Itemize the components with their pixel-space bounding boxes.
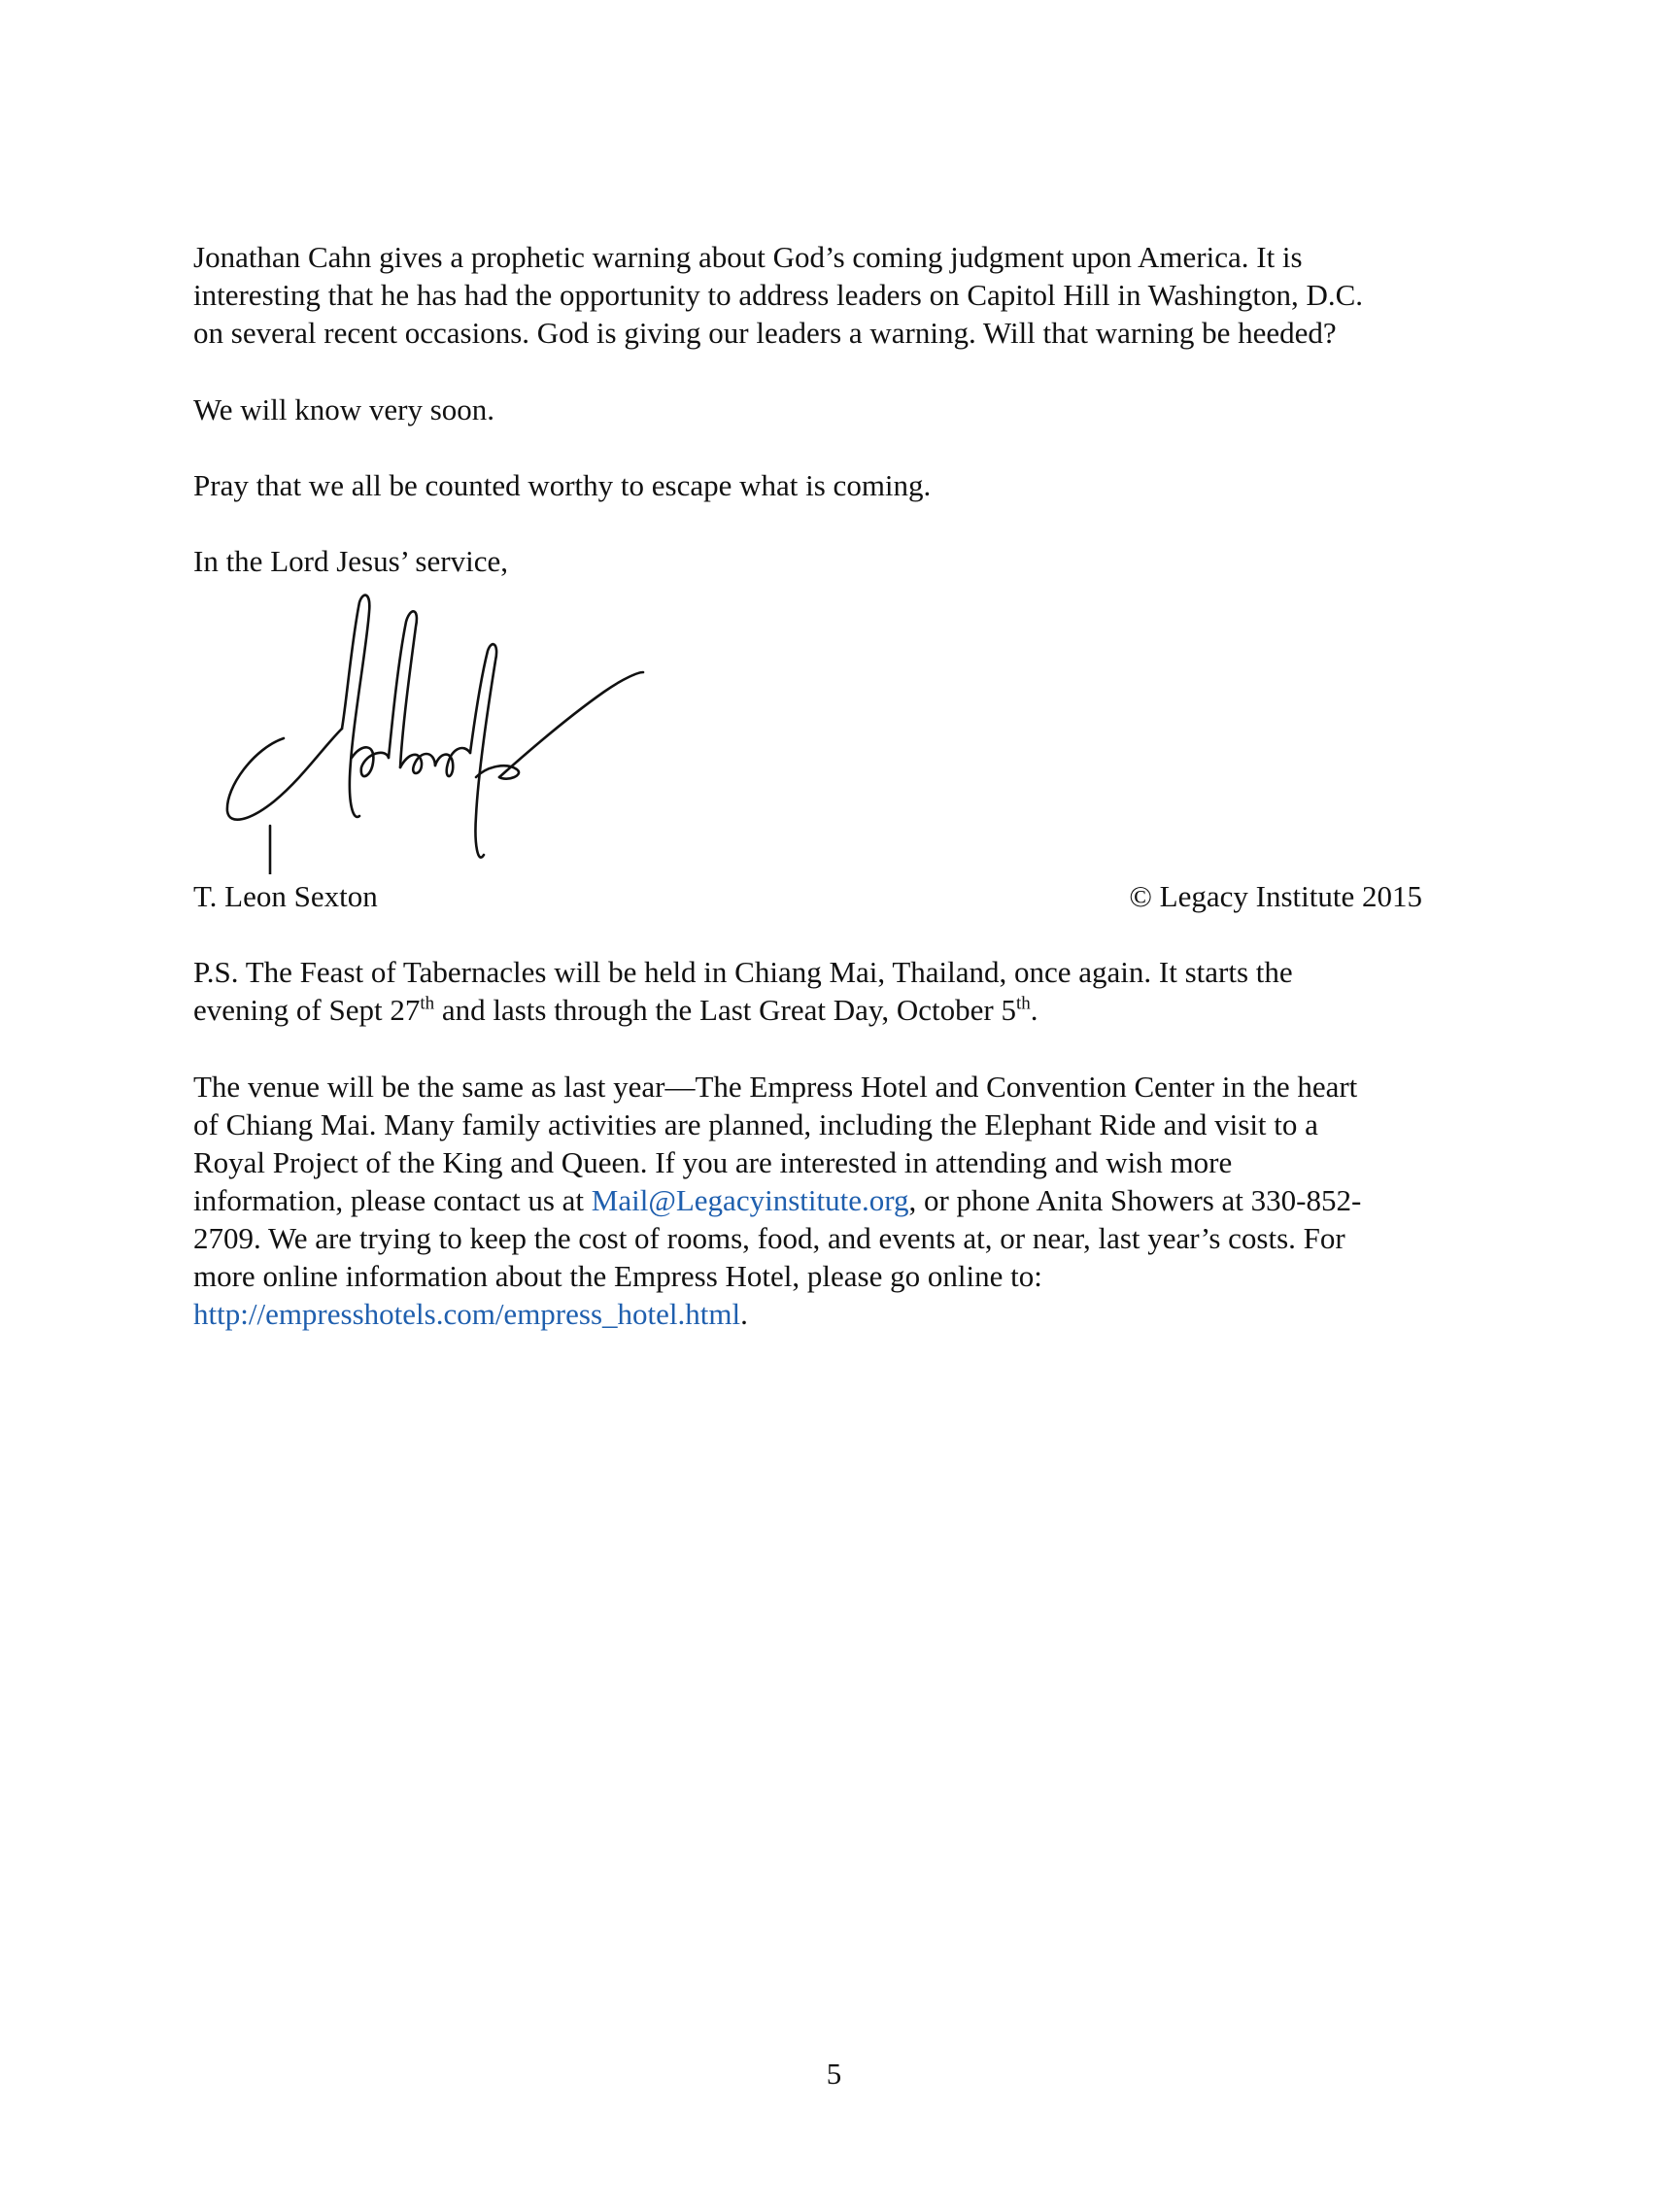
text-line: We will know very soon. (193, 392, 495, 426)
text-line: P.S. The Feast of Tabernacles will be held in Chiang Mai, Thailand, once again. It starts the (193, 955, 1293, 989)
hotel-url-link[interactable]: http://empresshotels.com/empress_hotel.html (193, 1297, 741, 1331)
signatory-name: T. Leon Sexton (193, 879, 378, 913)
text-line: on several recent occasions. God is giving our leaders a warning. Will that warning be heeded? (193, 316, 1337, 350)
text-line: 2709. We are trying to keep the cost of rooms, food, and events at, or near, last year’s costs. For (193, 1221, 1345, 1255)
page-number: 5 (826, 2057, 842, 2091)
text-fragment: , or phone Anita Showers at 330-852- (908, 1183, 1362, 1217)
text-line: more online information about the Empress Hotel, please go online to: (193, 1259, 1042, 1293)
text-line: In the Lord Jesus’ service, (193, 544, 508, 578)
text-fragment: evening of Sept 27 (193, 993, 421, 1027)
text-line: Pray that we all be counted worthy to escape what is coming. (193, 468, 932, 502)
text-line: interesting that he has had the opportunity to address leaders on Capitol Hill in Washington, D.C. (193, 278, 1364, 312)
paragraph-know-soon (193, 391, 1485, 428)
text-line: Royal Project of the King and Queen. If you are interested in attending and wish more (193, 1145, 1233, 1179)
text-line (193, 991, 1485, 1029)
paragraph-cahn-warning (193, 238, 1485, 352)
text-fragment: . (1030, 993, 1038, 1027)
text-line: Jonathan Cahn gives a prophetic warning about God’s coming judgment upon America. It is (193, 240, 1303, 274)
text-line (193, 1181, 1485, 1219)
paragraph-pray (193, 466, 1485, 504)
text-line (193, 1295, 1485, 1333)
paragraph-postscript (193, 953, 1485, 1029)
closing-salutation (193, 542, 1485, 580)
text-fragment: information, please contact us at (193, 1183, 592, 1217)
text-line: The venue will be the same as last year—The Empress Hotel and Convention Center in the heart (193, 1070, 1358, 1104)
copyright-notice: © Legacy Institute 2015 (1129, 879, 1422, 913)
text-fragment: . (740, 1297, 748, 1331)
ordinal-suffix: th (420, 993, 435, 1014)
paragraph-venue (193, 1068, 1485, 1333)
text-fragment: and lasts through the Last Great Day, October 5 (434, 993, 1016, 1027)
handwritten-signature (216, 583, 653, 874)
email-link[interactable]: Mail@Legacyinstitute.org (591, 1183, 909, 1217)
text-line: of Chiang Mai. Many family activities are planned, including the Elephant Ride and visit to a (193, 1107, 1318, 1141)
ordinal-suffix: th (1015, 993, 1031, 1014)
